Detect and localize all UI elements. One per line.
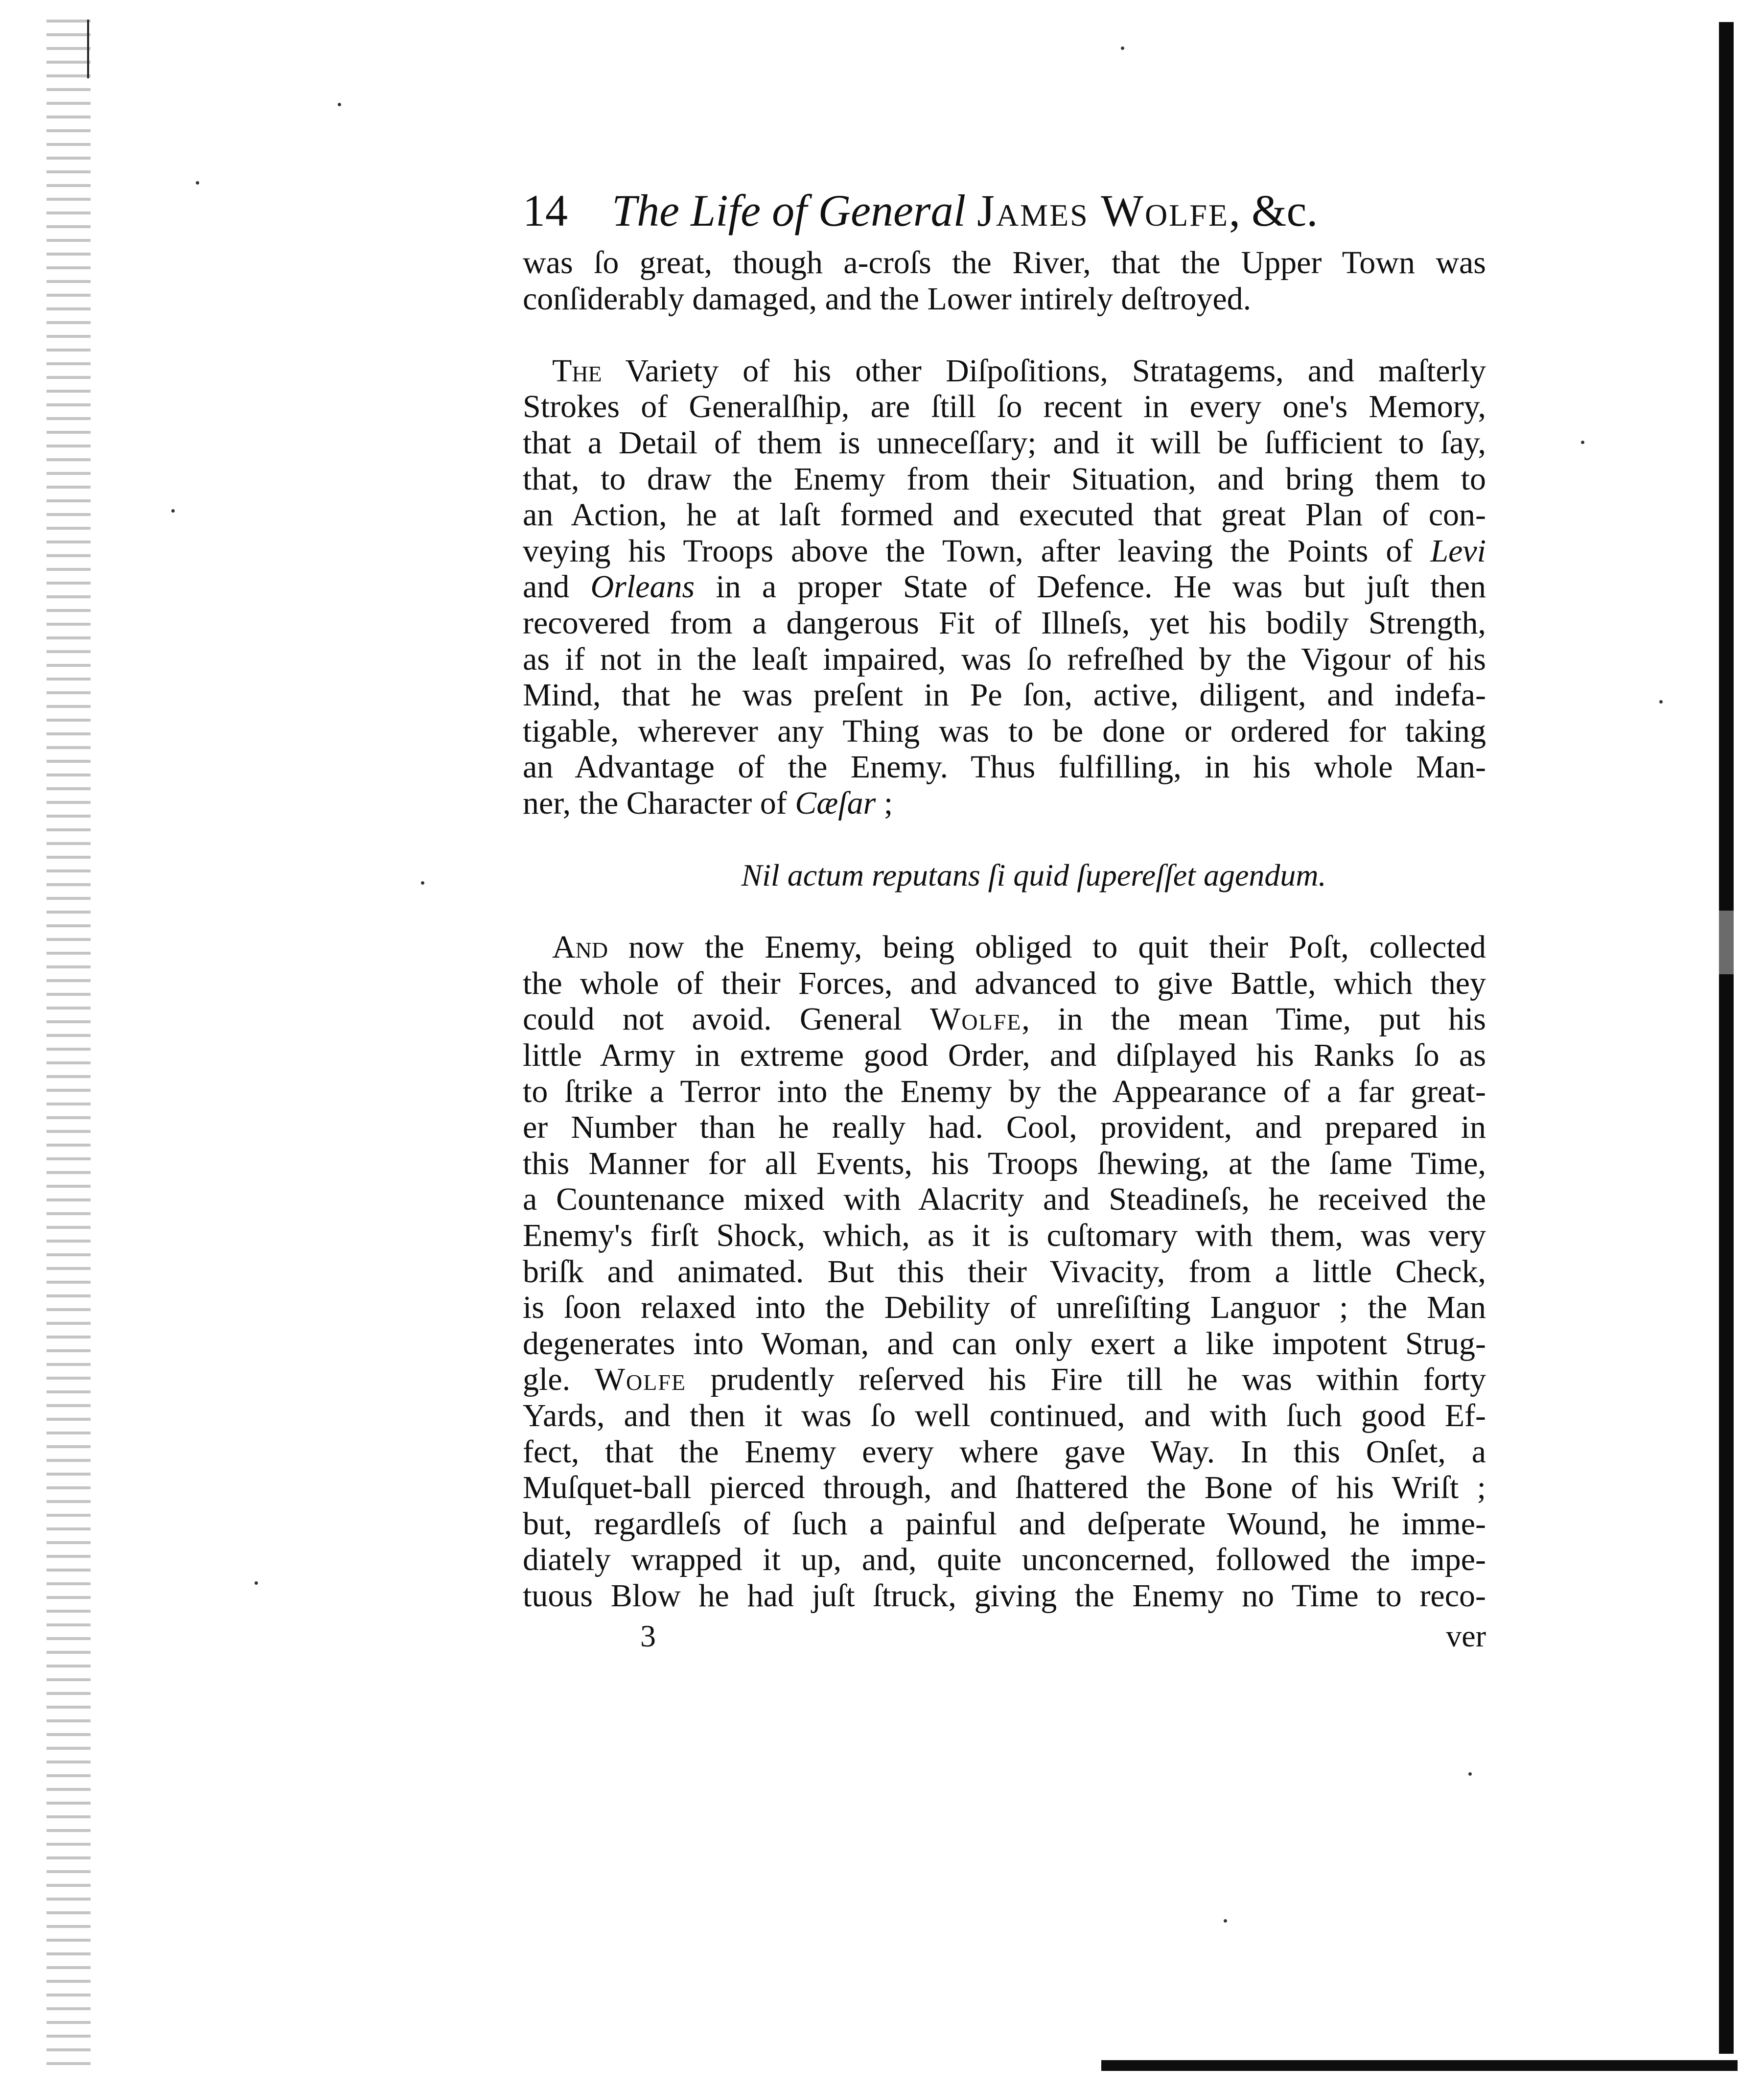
- text-line: that a Detail of them is unneceſſary; and it will be ſufficient to ſay,: [523, 424, 1486, 461]
- text-line: the whole of their Forces, and advanced to give Battle, which they: [523, 965, 1486, 1001]
- text-line: er Number than he really had. Cool, provident, and prepared in: [523, 1109, 1486, 1146]
- text-line: briſk and animated. But this their Vivacity, from a little Check,: [523, 1253, 1486, 1290]
- page-footer: [523, 1614, 1486, 1658]
- page-right-edge-gap: [1719, 911, 1734, 974]
- text-line: tuous Blow he had juſt ſtruck, giving the Enemy no Time to reco-: [523, 1577, 1486, 1614]
- text-line: Muſquet-ball pierced through, and ſhattered the Bone of his Wriſt ;: [523, 1470, 1486, 1506]
- ink-speck: [171, 509, 175, 513]
- paragraph-lead-word: And: [552, 929, 608, 965]
- running-title-suffix: , &c.: [1229, 186, 1318, 235]
- latin-quotation: Nil actum reputans ſi quid ſupereſſet agendum.: [741, 858, 1326, 893]
- place-name: Levi: [1430, 533, 1486, 569]
- page-right-edge-shadow: [1719, 22, 1734, 2054]
- paragraph-gap: [523, 317, 1486, 353]
- text-line: was ſo great, though a-croſs the River, that the Upper Town was: [523, 245, 1486, 281]
- ink-speck: [255, 1581, 258, 1585]
- paragraph-2: [523, 353, 1486, 822]
- page-binding-shadow: [46, 20, 91, 2066]
- text-segment: ner, the Character of: [523, 785, 795, 821]
- person-name: Wolfe: [594, 1362, 687, 1398]
- paragraph-lead-word: The: [552, 352, 602, 389]
- text-segment: now the Enemy, being obliged to quit their Poſt, collected: [608, 929, 1486, 965]
- text-line: an Action, he at laſt formed and executed that great Plan of con-: [523, 497, 1486, 533]
- text-line: [523, 1001, 1486, 1037]
- text-line: is ſoon relaxed into the Debility of unreſiſting Languor ; the Man: [523, 1290, 1486, 1326]
- text-line: Mind, that he was preſent in Pe ſon, active, diligent, and indefa-: [523, 677, 1486, 713]
- text-line: Yards, and then it was ſo well continued, and with ſuch good Ef-: [523, 1398, 1486, 1433]
- catchword: ver: [1446, 1618, 1486, 1653]
- paragraph-3: [523, 929, 1486, 1614]
- text-line: little Army in extreme good Order, and diſplayed his Ranks ſo as: [523, 1037, 1486, 1074]
- text-line: degenerates into Woman, and can only exert a like impotent Strug-: [523, 1325, 1486, 1362]
- text-line: to ſtrike a Terror into the Enemy by the Appearance of a far great-: [523, 1073, 1486, 1109]
- ink-speck: [1659, 700, 1663, 704]
- ink-speck: [421, 881, 424, 885]
- text-line: an Advantage of the Enemy. Thus fulfilling, in his whole Man-: [523, 749, 1486, 785]
- text-segment: in a proper State of Defence. He was but juſt then: [695, 569, 1486, 605]
- text-line: this Manner for all Events, his Troops ſhewing, at the ſame Time,: [523, 1145, 1486, 1181]
- ink-speck: [1468, 1772, 1472, 1776]
- text-line: Enemy's firſt Shock, which, as it is cuſtomary with them, was very: [523, 1218, 1486, 1254]
- text-line: diately wrapped it up, and, quite unconcerned, followed the impe-: [523, 1542, 1486, 1578]
- text-line: but, regardleſs of ſuch a painful and deſperate Wound, he imme-: [523, 1505, 1486, 1542]
- text-line: Strokes of Generalſhip, are ſtill ſo recent in every one's Memory,: [523, 389, 1486, 425]
- binding-edge-line: [87, 20, 89, 78]
- page-bottom-edge-shadow: [1101, 2060, 1738, 2071]
- text-segment: ;: [876, 785, 893, 821]
- ink-speck: [1121, 47, 1124, 50]
- paragraph-1: [523, 245, 1486, 317]
- text-line: [523, 929, 1486, 965]
- text-line: fect, that the Enemy every where gave Way. In this Onſet, a: [523, 1433, 1486, 1470]
- text-segment: Variety of his other Diſpoſitions, Stratagems, and maſterly: [602, 352, 1486, 389]
- paragraph-gap: [523, 893, 1486, 930]
- text-line: as if not in the leaſt impaired, was ſo refreſhed by the Vigour of his: [523, 641, 1486, 677]
- ink-speck: [1581, 441, 1584, 444]
- text-line: [523, 569, 1486, 605]
- paragraph-gap: [523, 822, 1486, 858]
- text-line: recovered from a dangerous Fit of Illneſs, yet his bodily Strength,: [523, 605, 1486, 641]
- text-segment: gle.: [523, 1362, 595, 1398]
- person-name: Cæſar: [795, 785, 876, 821]
- text-line: conſiderably damaged, and the Lower intirely deſtroyed.: [523, 281, 1252, 317]
- text-line: that, to draw the Enemy from their Situation, and bring them to: [523, 461, 1486, 497]
- text-segment: could not avoid. General: [523, 1001, 930, 1037]
- ink-speck: [196, 181, 199, 185]
- text-line: [523, 1362, 1486, 1398]
- place-name: Orleans: [590, 569, 695, 605]
- page-number: 14: [523, 186, 568, 235]
- person-name: Wolfe: [930, 1001, 1022, 1037]
- text-line: [523, 353, 1486, 389]
- ink-speck: [1224, 1919, 1227, 1923]
- text-column: [523, 176, 1486, 1658]
- text-segment: and: [523, 569, 591, 605]
- text-segment: prudently reſerved his Fire till he was within forty: [686, 1362, 1486, 1398]
- text-line: [523, 533, 1486, 569]
- text-segment: , in the mean Time, put his: [1021, 1001, 1486, 1037]
- running-head: [523, 176, 1486, 245]
- signature-mark: 3: [640, 1618, 656, 1653]
- text-segment: veying his Troops above the Town, after leaving the Points of: [523, 533, 1431, 569]
- running-title-name: James Wolfe: [977, 186, 1229, 235]
- text-line: [523, 785, 1486, 822]
- ink-speck: [338, 103, 341, 106]
- text-line: a Countenance mixed with Alacrity and Steadineſs, he received the: [523, 1181, 1486, 1218]
- text-line: tigable, wherever any Thing was to be done or ordered for taking: [523, 713, 1486, 749]
- running-title: The Life of General: [612, 186, 966, 235]
